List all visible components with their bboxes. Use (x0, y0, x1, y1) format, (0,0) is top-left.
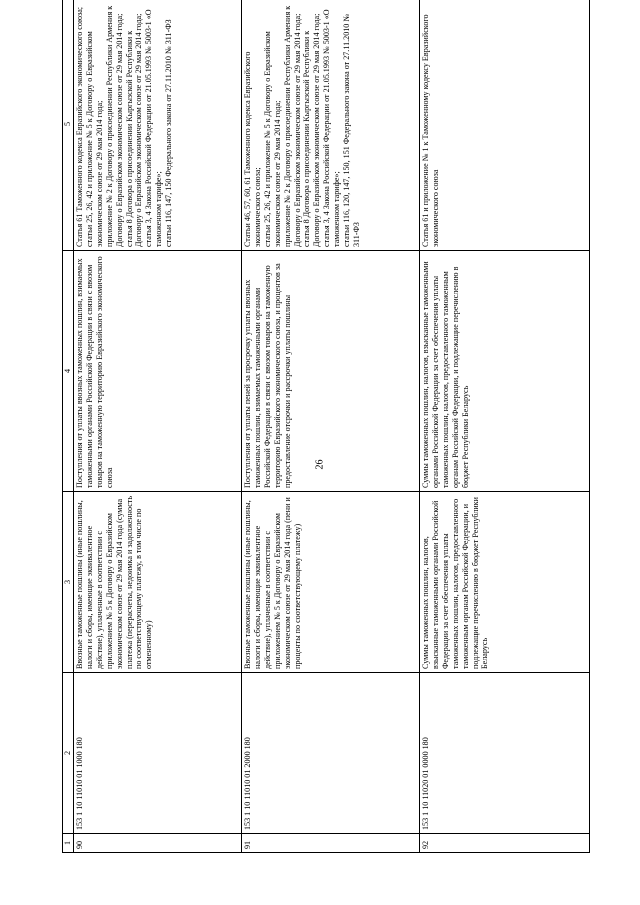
page-number: 26 (314, 459, 326, 470)
legal-basis-line: статьи 25, 26, 42 и приложение № 5 к Договору о Евразийском экономическом союзе от 29 мая 2014 года; (84, 31, 104, 247)
legal-basis-line: статья 8 Договора о присоединении Кыргызской Республики к Договору о Евразийском экономическом союзе от 29 мая 2014 года; (124, 13, 144, 247)
legal-basis-line: статьи 116, 120, 147, 150, 151 Федерального закона от 27.11.2010 № 311-ФЗ (342, 13, 361, 247)
legal-basis-line: статья 3, 4 Закона Российской Федерации от 21.05.1993 № 5003-1 «О таможенном тарифе»; (144, 9, 164, 247)
header-col-4: 4 (63, 251, 74, 492)
budget-code: 153 1 10 11010 01 1000 180 (74, 673, 242, 834)
revenue-name: Суммы таможенных пошлин, налогов, взысканные таможенными органами Российской Федерации за счет обеспечения уплаты таможенных пошлин, налогов, предоставленного таможенным органам Российской Федерации, и подлежащие перечислению в бюджет Республики Беларусь (420, 492, 590, 673)
header-col-3: 3 (63, 492, 74, 673)
budget-code: 153 1 10 11010 01 2000 180 (242, 673, 420, 834)
revenue-name: Ввозные таможенные пошлины (иные пошлины, налоги и сборы, имеющие эквивалентное действие), уплаченные в соответствии с приложением № 5 к Договору о Евразийском экономическом союзе от 29 мая 2014 года (сумма платежа (перерасчеты, недоимка и задолженность по соответствующему платежу, в том числе по отмененному) (74, 492, 242, 673)
legal-basis-line: статьи 25, 26, 42 и приложение № 5 к Договору о Евразийском экономическом союзе от 29 мая 2014 года; (262, 31, 282, 247)
legal-basis-line: приложение № 2 к Договору о присоединении Республики Армения к Договору о Евразийском экономическом союзе от 29 мая 2014 года; (104, 5, 124, 247)
table-header-row (63, 0, 74, 853)
budget-code: 153 1 10 11020 01 0000 180 (420, 673, 590, 834)
rotated-document-table-wrapper (62, 5, 585, 853)
budget-codes-table (62, 0, 590, 853)
row-number: 90 (74, 834, 242, 853)
table-row (242, 0, 420, 853)
header-col-5: 5 (63, 0, 74, 251)
header-col-1: 1 (63, 834, 74, 853)
row-number: 92 (420, 834, 590, 853)
revenue-description: Поступления от уплаты пеней за просрочку уплаты ввозных таможенных пошлин, взимаемых таможенными органами Российской Федерации в связи с ввозом товаров на таможенную территорию Евразийского экономического союза, и процентов за предоставление отсрочки и рассрочки уплаты пошлины (242, 251, 420, 492)
legal-basis-line: Статья 61 Таможенного кодекса Евразийского экономического союза; (75, 6, 84, 247)
revenue-name: Ввозные таможенные пошлины (иные пошлины, налоги и сборы, имеющие эквивалентное действие), уплаченные в соответствии с приложением № 5 к Договору о Евразийском экономическом союзе от 29 мая 2014 года (пени и проценты по соответствующему платежу) (242, 492, 420, 673)
legal-basis (74, 0, 242, 251)
legal-basis-line: Статьи 46, 57, 60, 61 Таможенного кодекса Евразийского экономического союза; (243, 51, 262, 247)
legal-basis (420, 0, 590, 251)
table-row (420, 0, 590, 853)
table-row (74, 0, 242, 853)
revenue-description: Поступления от уплаты ввозных таможенных пошлин, взимаемых таможенными органами Российской Федерации в связи с ввозом товаров на таможенную территорию Евразийского экономического союза (74, 251, 242, 492)
legal-basis-line: статьи 116, 147, 150 Федерального закона от 27.11.2010 № 311-ФЗ (164, 19, 174, 247)
legal-basis-line: статья 3, 4 Закона Российской Федерации от 21.05.1993 № 5003-1 «О таможенном тарифе»; (322, 9, 342, 247)
revenue-description: Суммы таможенных пошлин, налогов, взысканные таможенными органами Российской Федерации за счет обеспечения уплаты таможенных пошлин, налогов, предоставленного таможенным органам Российской Федерации, и подлежащие перечислению в бюджет Республики Беларусь (420, 251, 590, 492)
legal-basis-line: Статья 61 и приложение № 1 к Таможенному кодексу Евразийского экономического союза (421, 14, 440, 247)
header-col-2: 2 (63, 673, 74, 834)
row-number: 91 (242, 834, 420, 853)
legal-basis (242, 0, 420, 251)
legal-basis-line: приложение № 2 к Договору о присоединении Республики Армения к Договору о Евразийском экономическом союзе от 29 мая 2014 года; (282, 5, 302, 247)
legal-basis-line: статья 8 Договора о присоединении Кыргызской Республики к Договору о Евразийском экономическом союзе от 29 мая 2014 года; (302, 13, 322, 247)
